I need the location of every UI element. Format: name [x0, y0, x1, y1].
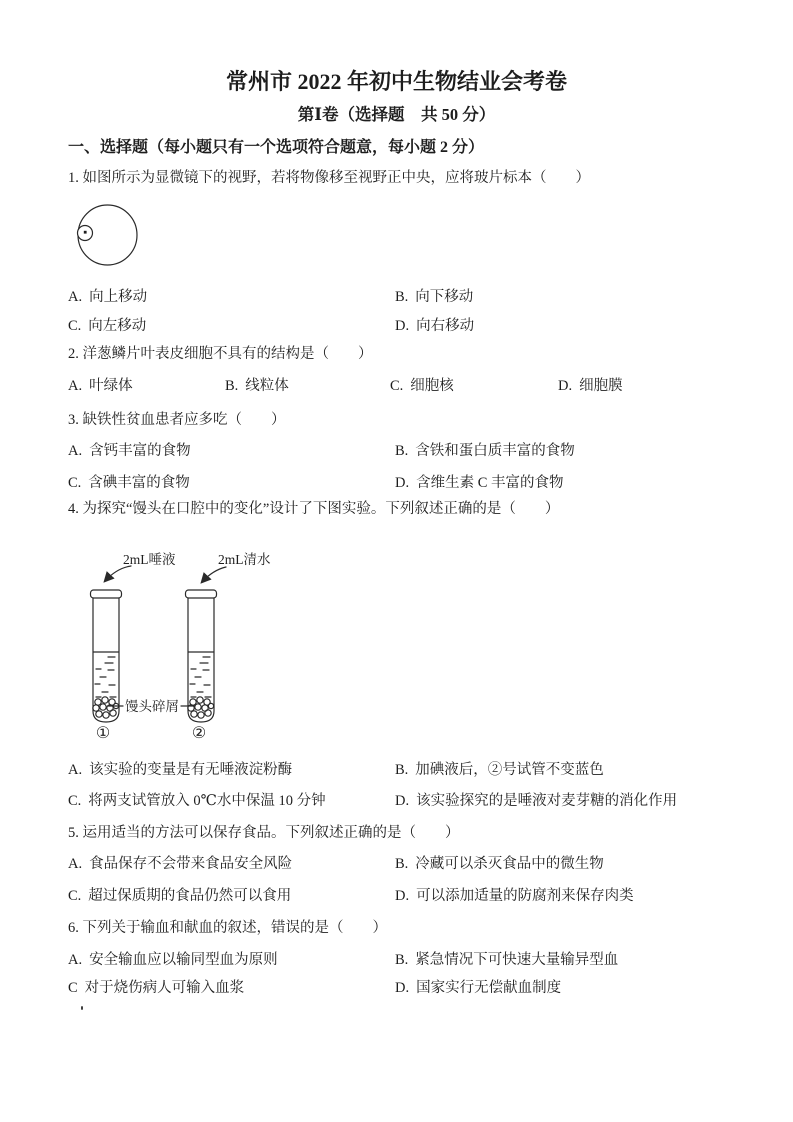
option-text: 向左移动: [88, 318, 147, 334]
option-label: B.: [395, 762, 409, 778]
option-label: C.: [68, 793, 82, 809]
option-text: 对于烧伤病人可输入血浆: [84, 980, 245, 996]
option-text: 该实验探究的是唾液对麦芽糖的消化作用: [416, 793, 678, 809]
question-3-text: 3. 缺铁性贫血患者应多吃（ ）: [68, 412, 286, 428]
tube-2-liquid-marks: [190, 663, 211, 697]
tube-1-rim: [91, 590, 122, 598]
option-text: 叶绿体: [89, 378, 133, 394]
option-label: C: [68, 980, 78, 996]
q4-option-a: [68, 761, 292, 779]
tube-1-crumbs-bubbles: [93, 697, 119, 718]
option-label: B.: [395, 289, 409, 305]
option-label: D.: [395, 475, 410, 491]
q5-option-c: [68, 887, 291, 905]
q4-option-c: [68, 792, 326, 810]
page-title: 常州市 2022 年初中生物结业会考卷: [225, 69, 567, 94]
option-text: 食品保存不会带来食品安全风险: [89, 856, 293, 872]
q2-option-c: [390, 377, 454, 395]
tube-2-liquid-surface: [189, 652, 214, 657]
crumbs-label: 馒头碎屑: [125, 699, 179, 714]
question-6-text: 6. 下列关于输血和献血的叙述，错误的是（ ）: [68, 920, 387, 936]
q3-option-d: [395, 474, 564, 492]
tube-1-liquid-marks: [95, 663, 116, 697]
option-label: A.: [68, 443, 83, 459]
q6-option-c: [68, 979, 244, 997]
option-text: 该实验的变量是有无唾液淀粉酶: [89, 762, 293, 778]
option-text: 加碘液后，②号试管不变蓝色: [415, 762, 604, 778]
question-1-text: 1. 如图所示为显微镜下的视野，若将物像移至视野正中央，应将玻片标本（ ）: [68, 170, 590, 186]
option-text: 含钙丰富的食物: [89, 443, 191, 459]
option-label: C.: [68, 475, 82, 491]
tube-2-rim: [186, 590, 217, 598]
option-label: B.: [225, 378, 239, 394]
q1-option-c: [68, 317, 146, 335]
question-4-text: 4. 为探究“馒头在口腔中的变化”设计了下图实验。下列叙述正确的是（ ）: [68, 501, 560, 517]
option-text: 细胞膜: [579, 378, 623, 394]
q1-option-a: [68, 288, 147, 306]
test-tube-experiment-figure: [75, 545, 285, 745]
option-label: B.: [395, 952, 409, 968]
q5-option-a: [68, 855, 292, 873]
option-text: 向上移动: [89, 289, 148, 305]
test-tube-1: [91, 590, 122, 742]
option-text: 含维生素 C 丰富的食物: [416, 475, 564, 491]
test-tube-2: [186, 590, 217, 742]
question-5-text: 5. 运用适当的方法可以保存食品。下列叙述正确的是（ ）: [68, 825, 460, 841]
microscope-field-figure: [72, 198, 144, 272]
option-text: 向下移动: [415, 289, 474, 305]
q3-option-c: [68, 474, 190, 492]
option-label: A.: [68, 856, 83, 872]
q3-option-b: [395, 442, 575, 460]
q4-option-b: [395, 761, 604, 779]
q5-option-b: [395, 855, 604, 873]
question-2-text: 2. 洋葱鳞片叶表皮细胞不具有的结构是（ ）: [68, 346, 373, 362]
option-text: 含碘丰富的食物: [88, 475, 190, 491]
option-text: 国家实行无偿献血制度: [416, 980, 562, 996]
option-label: C.: [390, 378, 404, 394]
q1-option-d: [395, 317, 474, 335]
option-text: 超过保质期的食品仍然可以食用: [88, 888, 292, 904]
q6-option-b: [395, 951, 618, 969]
option-label: D.: [558, 378, 573, 394]
q5-option-d: [395, 887, 634, 905]
tube-1-number: ①: [95, 725, 111, 742]
q3-option-a: [68, 442, 191, 460]
option-text: 安全输血应以输同型血为原则: [89, 952, 278, 968]
option-label: A.: [68, 289, 83, 305]
option-label: A.: [68, 378, 83, 394]
option-label: D.: [395, 980, 410, 996]
option-text: 冷藏可以杀灭食品中的微生物: [415, 856, 604, 872]
tube-2-crumbs-bubbles: [188, 697, 214, 718]
option-label: D.: [395, 318, 410, 334]
option-label: D.: [395, 793, 410, 809]
water-arrow: [202, 567, 226, 582]
option-text: 细胞核: [410, 378, 454, 394]
option-text: 含铁和蛋白质丰富的食物: [415, 443, 575, 459]
scan-artifact-dot: [81, 1006, 83, 1010]
option-label: C.: [68, 888, 82, 904]
option-text: 线粒体: [245, 378, 289, 394]
q2-option-d: [558, 377, 623, 395]
q2-option-a: [68, 377, 133, 395]
saliva-arrow: [105, 566, 131, 581]
option-text: 将两支试管放入 0℃水中保温 10 分钟: [88, 793, 326, 809]
option-label: D.: [395, 888, 410, 904]
q2-option-b: [225, 377, 289, 395]
specimen-dot: [84, 231, 87, 234]
saliva-label: 2mL唾液: [123, 552, 176, 567]
section-heading: 一、选择题（每小题只有一个选项符合题意，每小题 2 分）: [68, 139, 485, 156]
tube-1-liquid-surface: [94, 652, 119, 657]
option-text: 可以添加适量的防腐剂来保存肉类: [416, 888, 634, 904]
q6-option-a: [68, 951, 278, 969]
option-label: B.: [395, 856, 409, 872]
q1-option-b: [395, 288, 473, 306]
q6-option-d: [395, 979, 561, 997]
water-label: 2mL清水: [218, 552, 271, 567]
tube-2-number: ②: [191, 725, 207, 742]
paper-part-heading: 第Ⅰ卷（选择题 共 50 分）: [297, 105, 496, 124]
option-text: 紧急情况下可快速大量输异型血: [415, 952, 619, 968]
option-label: C.: [68, 318, 82, 334]
option-label: B.: [395, 443, 409, 459]
option-text: 向右移动: [416, 318, 475, 334]
option-label: A.: [68, 762, 83, 778]
q4-option-d: [395, 792, 677, 810]
option-label: A.: [68, 952, 83, 968]
